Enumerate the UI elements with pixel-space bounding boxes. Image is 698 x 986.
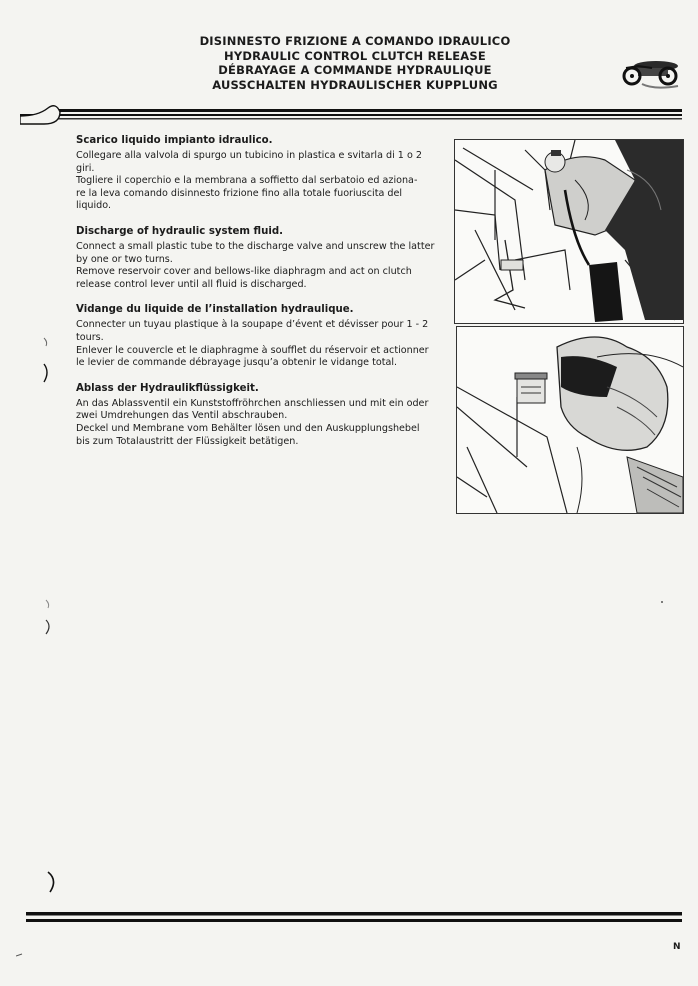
text-line: le levier de commande débrayage jusqu’a obtenir le vidange total. [76, 357, 398, 369]
page-header [150, 34, 560, 92]
text-line: Togliere il coperchio e la membrana a soffietto dal serbatoio ed aziona- [76, 175, 418, 187]
scan-speck [16, 952, 24, 958]
text-line: giri. [76, 162, 95, 174]
motorcycle-icon [618, 56, 682, 92]
text-line: zwei Umdrehungen das Ventil abschrauben. [76, 410, 288, 422]
text-line: An das Ablassventil ein Kunststoffröhrchen anschliessen und mit ein oder [76, 397, 429, 409]
paragraph [76, 319, 438, 369]
scan-speck [660, 600, 664, 604]
text-line: Connect a small plastic tube to the discharge valve and unscrew the latter [76, 240, 435, 252]
text-line: release control lever until all fluid is discharged. [76, 278, 307, 290]
footer-rule [26, 908, 682, 928]
text-line: Deckel und Membrane vom Behälter lösen und den Auskupplungshebel [76, 422, 420, 434]
paragraph [76, 150, 438, 213]
section-italian [76, 134, 438, 213]
text-line: by one or two turns. [76, 253, 173, 265]
text-line: tours. [76, 331, 104, 343]
section-german [76, 382, 438, 448]
text-line: Remove reservoir cover and bellows-like diaphragm and act on clutch [76, 266, 412, 278]
page-mark: N [673, 942, 681, 952]
section-heading: Scarico liquido impianto idraulico. [76, 135, 273, 146]
paragraph [76, 241, 438, 291]
text-line: bis zum Totalaustritt der Flüssigkeit betätigen. [76, 435, 299, 447]
binder-hole-mark [42, 336, 52, 386]
text-line: Connecter un tuyau plastique à la soupape d’évent et dévisser pour 1 - 2 [76, 319, 429, 331]
section-heading: Vidange du liquide de l’installation hydraulique. [76, 304, 354, 316]
header-rule [20, 104, 682, 126]
bleed-valve-tube-illustration [454, 139, 684, 324]
title-german: AUSSCHALTEN HYDRAULISCHER KUPPLUNG [212, 77, 498, 92]
section-heading: Ablass der Hydraulikflüssigkeit. [76, 382, 259, 394]
reservoir-cover-removal-illustration [456, 326, 684, 514]
section-french [76, 303, 438, 369]
binder-hole-mark [44, 598, 54, 638]
text-line: re la leva comando disinnesto frizione fino alla totale fuoriuscita del [76, 187, 403, 199]
section-english [76, 225, 438, 291]
text-line: Enlever le couvercle et le diaphragme à soufflet du réservoir et actionner [76, 344, 429, 356]
title-english: HYDRAULIC CONTROL CLUTCH RELEASE [224, 48, 486, 63]
title-italian: DISINNESTO FRIZIONE A COMANDO IDRAULICO [199, 34, 511, 48]
paragraph [76, 398, 438, 448]
text-line: liquido. [76, 200, 112, 212]
binder-hole-mark [46, 868, 60, 896]
instruction-text [76, 134, 438, 460]
section-heading: Discharge of hydraulic system fluid. [76, 225, 284, 237]
title-french: DÉBRAYAGE A COMMANDE HYDRAULIQUE [218, 63, 492, 77]
text-line: Collegare alla valvola di spurgo un tubicino in plastica e svitarla di 1 o 2 [76, 150, 422, 161]
